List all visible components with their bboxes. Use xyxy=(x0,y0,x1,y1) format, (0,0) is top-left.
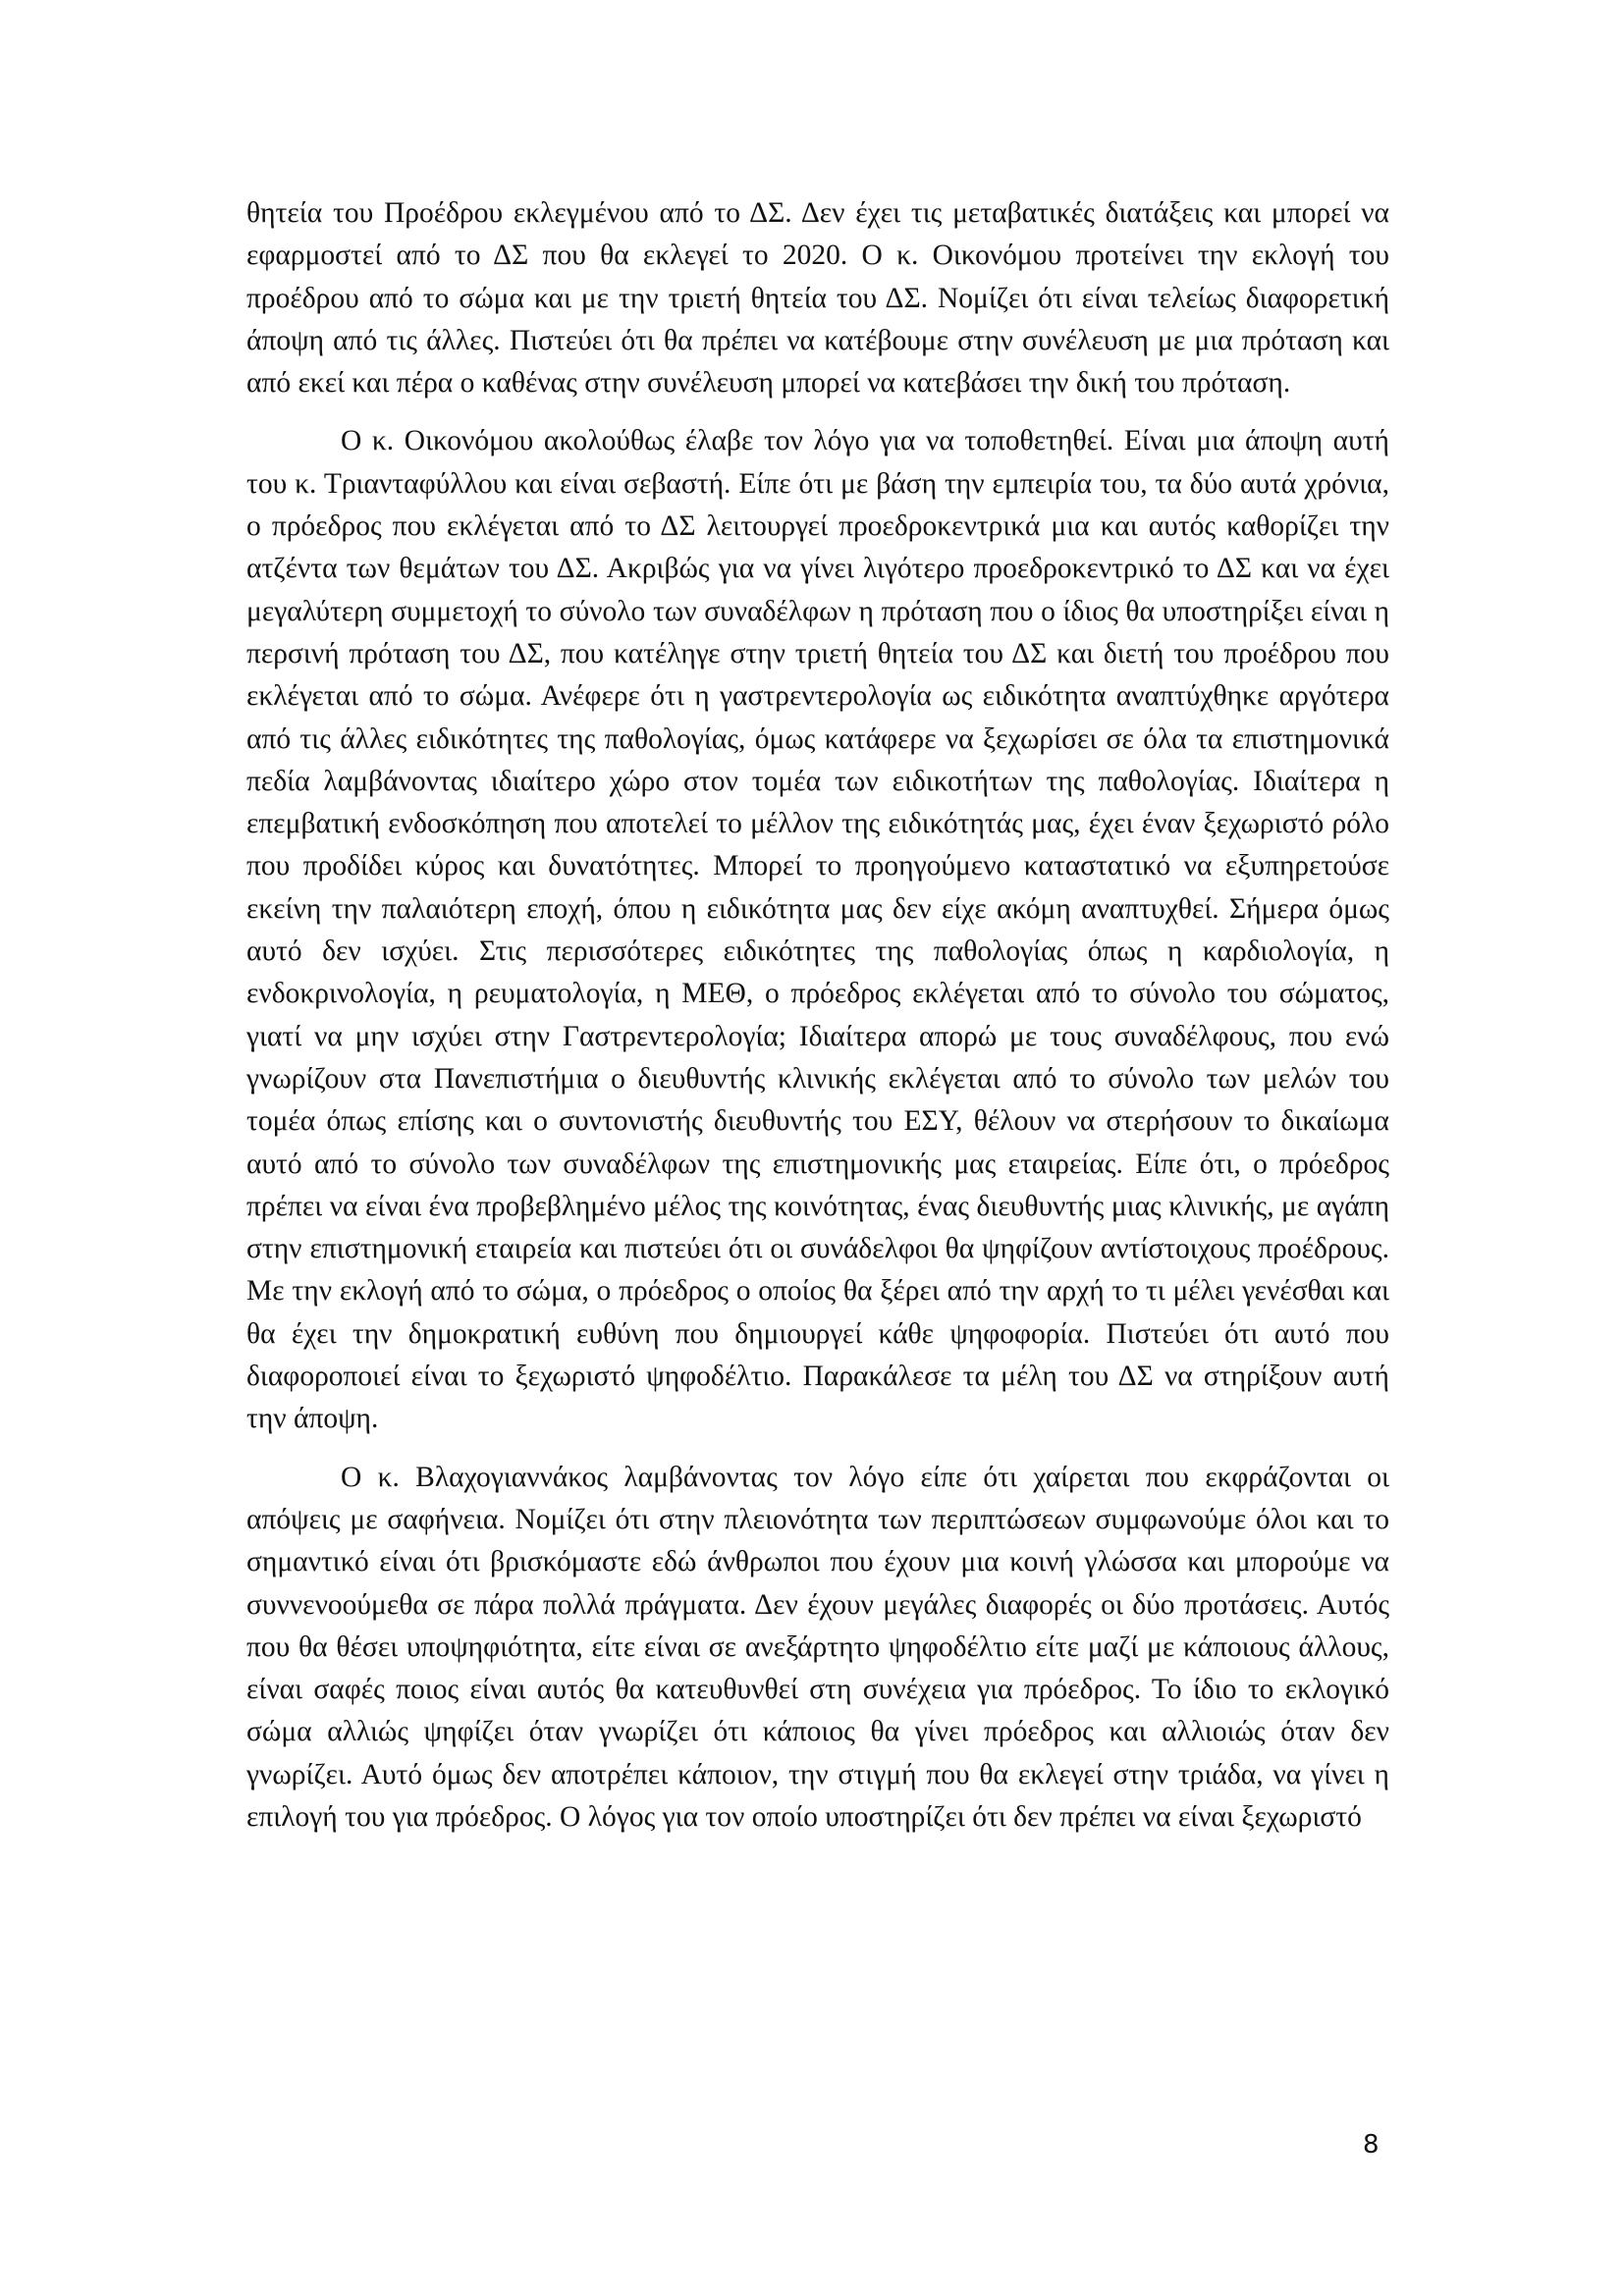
paragraph-continuation: θητεία του Προέδρου εκλεγμένου από το ΔΣ. Δεν έχει τις μεταβατικές διατάξεις και μπορεί να εφαρμοστεί από το ΔΣ που θα εκλεγεί το 2020. Ο κ. Οικονόμου προτείνει την εκλογή του προέδρου από το σώμα και με την τριετή θητεία του ΔΣ. Νομίζει ότι είναι τελείως διαφορετική άποψη από τις άλλες. Πιστεύει ότι θα πρέπει να κατέβουμε στην συνέλευση με μια πρόταση και από εκεί και πέρα ο καθένας στην συνέλευση μπορεί να κατεβάσει την δική του πρόταση. xyxy=(246,197,1389,400)
paragraph-oikonomou-statement: Ο κ. Οικονόμου ακολούθως έλαβε τον λόγο για να τοποθετηθεί. Είναι μια άποψη αυτή του κ. Τριανταφύλλου και είναι σεβαστή. Είπε ότι με βάση την εμπειρία του, τα δύο αυτά χρόνια, ο πρόεδρος που εκλέγεται από το ΔΣ λειτουργεί προεδροκεντρικά μια και αυτός καθορίζει την ατζέντα των θεμάτων του ΔΣ. Ακριβώς για να γίνει λιγότερο προεδροκεντρικό το ΔΣ και να έχει μεγαλύτερη συμμετοχή το σύνολο των συναδέλφων η πρόταση που ο ίδιος θα υποστηρίξει είναι η περσινή πρόταση του ΔΣ, που κατέληγε στην τριετή θητεία του ΔΣ και διετή του προέδρου που εκλέγεται από το σώμα. Ανέφερε ότι η γαστρεντερολογία ως ειδικότητα αναπτύχθηκε αργότερα από τις άλλες ειδικότητες της παθολογίας, όμως κατάφερε να ξεχωρίσει σε όλα τα επιστημονικά πεδία λαμβάνοντας ιδιαίτερο χώρο στον τομέα των ειδικοτήτων της παθολογίας. Ιδιαίτερα η επεμβατική ενδοσκόπηση που αποτελεί το μέλλον της ειδικότητάς μας, έχει έναν ξεχωριστό ρόλο που προδίδει κύρος και δυνατότητες. Μπορεί το προηγούμενο καταστατικό να εξυπηρετούσε εκείνη την παλαιότερη εποχή, όπου η ειδικότητα μας δεν είχε ακόμη αναπτυχθεί. Σήμερα όμως αυτό δεν ισχύει. Στις περισσότερες ειδικότητες της παθολογίας όπως η καρδιολογία, η ενδοκρινολογία, η ρευματολογία, η ΜΕΘ, ο πρόεδρος εκλέγεται από το σύνολο του σώματος, γιατί να μην ισχύει στην Γαστρεντερολογία; Ιδιαίτερα απορώ με τους συναδέλφους, που ενώ γνωρίζουν στα Πανεπιστήμια ο διευθυντής κλινικής εκλέγεται από το σύνολο των μελών του τομέα όπως επίσης και ο συντονιστής διευθυντής του ΕΣΥ, θέλουν να στερήσουν το δικαίωμα αυτό από το σύνολο των συναδέλφων της επιστημονικής μας εταιρείας. Είπε ότι, ο πρόεδρος πρέπει να είναι ένα προβεβλημένο μέλος της κοινότητας, ένας διευθυντής μιας κλινικής, με αγάπη στην επιστημονική εταιρεία και πιστεύει ότι οι συνάδελφοι θα ψηφίζουν αντίστοιχους προέδρους. Με την εκλογή από το σώμα, ο πρόεδρος ο οποίος θα ξέρει από την αρχή το τι μέλει γενέσθαι και θα έχει την δημοκρατική ευθύνη που δημιουργεί κάθε ψηφοφορία. Πιστεύει ότι αυτό που διαφοροποιεί είναι το ξεχωριστό ψηφοδέλτιο. Παρακάλεσε τα μέλη του ΔΣ να στηρίξουν αυτή την άποψη. xyxy=(246,425,1389,1435)
paragraph-vlachogiannakos-statement: Ο κ. Βλαχογιαννάκος λαμβάνοντας τον λόγο είπε ότι χαίρεται που εκφράζονται οι απόψεις με σαφήνεια. Νομίζει ότι στην πλειονότητα των περιπτώσεων συμφωνούμε όλοι και το σημαντικό είναι ότι βρισκόμαστε εδώ άνθρωποι που έχουν μια κοινή γλώσσα και μπορούμε να συννενοούμεθα σε πάρα πολλά πράγματα. Δεν έχουν μεγάλες διαφορές οι δύο προτάσεις. Αυτός που θα θέσει υποψηφιότητα, είτε είναι σε ανεξάρτητο ψηφοδέλτιο είτε μαζί με κάποιους άλλους, είναι σαφές ποιος είναι αυτός θα κατευθυνθεί στη συνέχεια για πρόεδρος. Το ίδιο το εκλογικό σώμα αλλιώς ψηφίζει όταν γνωρίζει ότι κάποιος θα γίνει πρόεδρος και αλλιοιώς όταν δεν γνωρίζει. Αυτό όμως δεν αποτρέπει κάποιον, την στιγμή που θα εκλεγεί στην τριάδα, να γίνει η επιλογή του για πρόεδρος. Ο λόγος για τον οποίο υποστηρίζει ότι δεν πρέπει να είναι ξεχωριστό xyxy=(246,1461,1389,1833)
document-body xyxy=(246,192,1389,1854)
page-number: 8 xyxy=(1363,2130,1380,2160)
